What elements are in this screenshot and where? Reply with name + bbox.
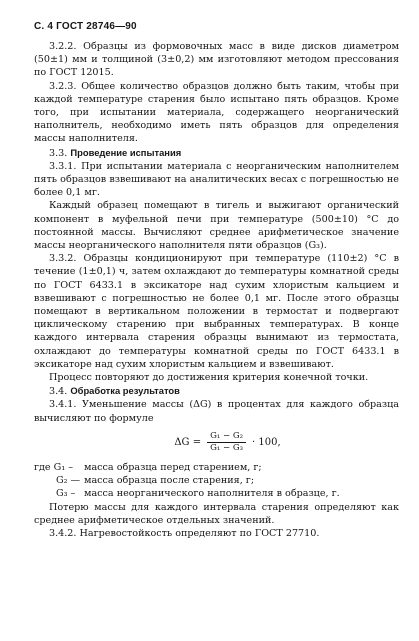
- section-heading-3-4: [34, 384, 399, 398]
- section-title: Обработка результатов: [70, 385, 180, 397]
- formula-lhs: ΔG =: [174, 437, 202, 449]
- formula-rhs: · 100,: [252, 437, 281, 449]
- paragraph-3-4-1-cont: Потерю массы для каждого интервала старения определяют как среднее арифметическое отдельных значений.: [34, 501, 399, 526]
- formula-denominator: G₁ − G₃: [210, 443, 244, 454]
- definition-symbol: G₃ –: [56, 488, 76, 500]
- definition-text: масса образца перед старением, г;: [84, 461, 262, 473]
- section-title: Проведение испытания: [70, 146, 182, 158]
- paragraph-3-4-2: 3.4.2. Нагревостойкость определяют по ГОСТ 27710.: [49, 527, 320, 539]
- paragraph-3-4-1: 3.4.1. Уменьшение массы (ΔG) в процентах для каждого образца вычисляют по формуле: [34, 399, 399, 424]
- paragraph-3-3-1: 3.3.1. При испытании материала с неорганическим наполнителем пять образцов взвешивают на аналитических весах с погрешностью не более 0,1 мг.: [34, 160, 399, 199]
- document-body: [34, 40, 399, 540]
- paragraph-3-2-3: 3.2.3. Общее количество образцов должно быть таким, чтобы при каждой температуре старения было испытано пять образцов. Кроме того, при испытании материала, содержащего неорганический наполнитель, необходимо иметь пять образцов для определения массы наполнителя.: [34, 80, 399, 145]
- section-number: 3.4.: [49, 386, 68, 398]
- mass-loss-formula: [56, 428, 399, 458]
- definition-row: [34, 461, 399, 474]
- formula-fraction: [207, 431, 246, 454]
- section-heading-3-3: [34, 146, 399, 160]
- definition-text: масса образца после старения, г;: [84, 475, 255, 487]
- paragraph-3-3-2: 3.3.2. Образцы кондиционируют при температуре (110±2) °С в течение (1±0,1) ч, затем охлаждают до температуры комнатной среды по ГОСТ 6433.1 в эксикаторе над сухим хлористым кальцием и взвешивают с погрешностью не более 0,1 мг. После этого образцы помещают в вертикальном положении в термостат и подвергают циклическому старению при выбранных температурах. В конце каждого интервала старения образцы вынимают из термостата, охлаждают до температуры комнатной среды по ГОСТ 6433.1 в эксикаторе над сухим хлористым кальцием и взвешивают.: [34, 253, 399, 370]
- definition-row: [34, 474, 399, 487]
- paragraph-3-3-1-cont: Каждый образец помещают в тигель и выжигают органический компонент в муфельной печи при температуре (500±10) °С до постоянной массы. Вычисляют среднее арифметическое значение массы неорганического наполнителя пяти образцов (G₃).: [34, 200, 399, 252]
- paragraph-3-2-2: 3.2.2. Образцы из формовочных масс в виде дисков диаметром (50±1) мм и толщиной (3±0,2) мм изготовляют методом прессования по ГОСТ 12015.: [34, 41, 399, 79]
- definition-symbol: G₂ —: [56, 475, 81, 487]
- page-header: С. 4 ГОСТ 28746—90: [34, 21, 137, 32]
- paragraph-3-3-2-cont: Процесс повторяют до достижения критерия конечной точки.: [49, 372, 369, 384]
- variable-definitions: [34, 461, 399, 501]
- section-number: 3.3.: [49, 147, 68, 159]
- formula-numerator: G₁ − G₂: [207, 431, 246, 443]
- definition-text: масса неорганического наполнителя в образце, г.: [84, 488, 340, 500]
- definition-row: [34, 487, 399, 500]
- definition-symbol: где G₁ –: [34, 461, 74, 473]
